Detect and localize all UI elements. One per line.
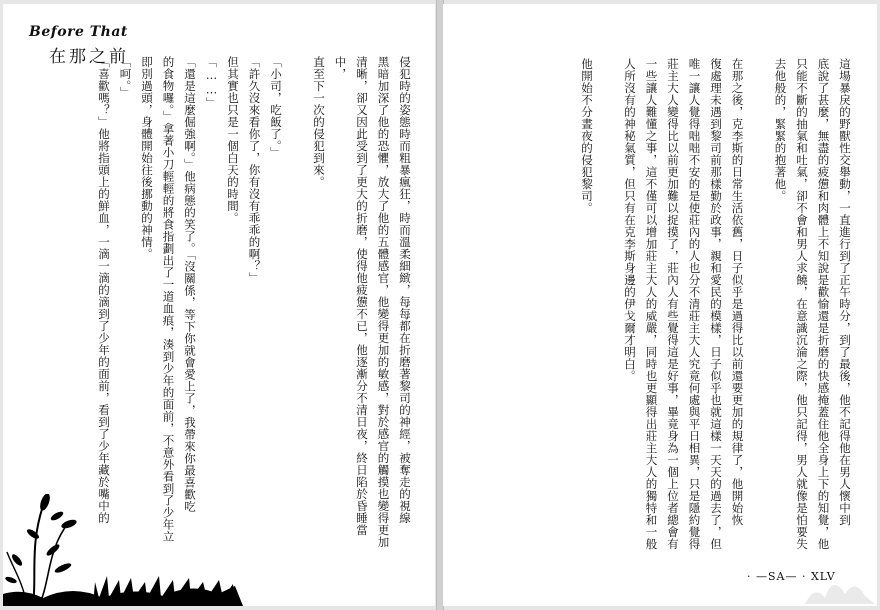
faded-foliage-decoration	[805, 564, 875, 604]
right-page-body-text: 這場暴戾的野獸性交舉動，一直進行到了正午時分，到了最後，他不記得他在男人懷中到 底說了甚麼，無盡的疲憊和肉體上不知說是歡愉還是折磨的快感掩蓋住他全身上下的知覺，他 只能不斷的抽氣和吐氣，卻不會和男人求饒，在意識沉淪之際，他只記得，男人就像是怕要失 去他般的，緊緊的抱著他。 在那之後，克李斯的日常生活依舊，日子似乎是過得比以前還要更加的規律了，他開始恢 復處理未遇到黎司前那樣勤於政事，親和愛民的模樣，日子似乎也就這樣一天天的過去了，但 唯一讓人覺得咄咄不安的是使莊內的人也分不清莊主大人究竟何處與平日相異，只是隱約覺得 莊主大人變得比以前更加難以捉摸了，莊內人有些覺得這是好事，畢竟身為一個上位者總會有 一些讓人難懂之事，這不僅可以增加莊主大人的威嚴，同時也更顯得出莊主大人的獨特和一般 人所沒有的神秘氣質，但只有在克李斯身邊的伊戈爾才明白。 他開始不分晝夜的侵犯黎司。	[580, 58, 852, 550]
right-page	[443, 4, 877, 606]
chapter-header-chinese: 在那之前	[49, 47, 129, 67]
floral-silhouette-decoration	[3, 494, 243, 606]
left-page	[3, 4, 435, 606]
chapter-header-english: Before That	[29, 24, 128, 40]
page-number-footer: · —SA— · XLV	[747, 570, 836, 583]
left-page-body-text: 侵犯時的姿態時而粗暴瘋狂，時而溫柔細緻，每每都在折磨著黎司的神經，被奪走的視線 黑暗加深了他的恐懼，放大了他的五體感官，他變得更加的敏感，對於感官的觸摸也變得更加 清晰，卻又因此受到了更大的折磨，使得他疲憊不已，他逐漸分不清日夜，終日陷於昏睡當中， 直至下一次的侵犯到來。 「小司，吃飯了。」 「許久沒來看你了，你有沒有乖乖的啊？」 但其實也只是一個白天的時間。 「……」 「還是這麼倔強啊。」他病態的笑了。「沒關係，等下你就會愛上了，我帶來你最喜歡吃 的食物囉。」拿著小刀輕輕的將食指劃出了一道血痕，湊到少年的面前，不意外看到了少年立 即別過頭，身體開始往後挪動的神情。 「呵。」 「喜歡嗎？」他將指頭上的鮮血，一滴一滴的滴到了少年的面前，看到了少年藏於嘴中的	[97, 56, 412, 548]
